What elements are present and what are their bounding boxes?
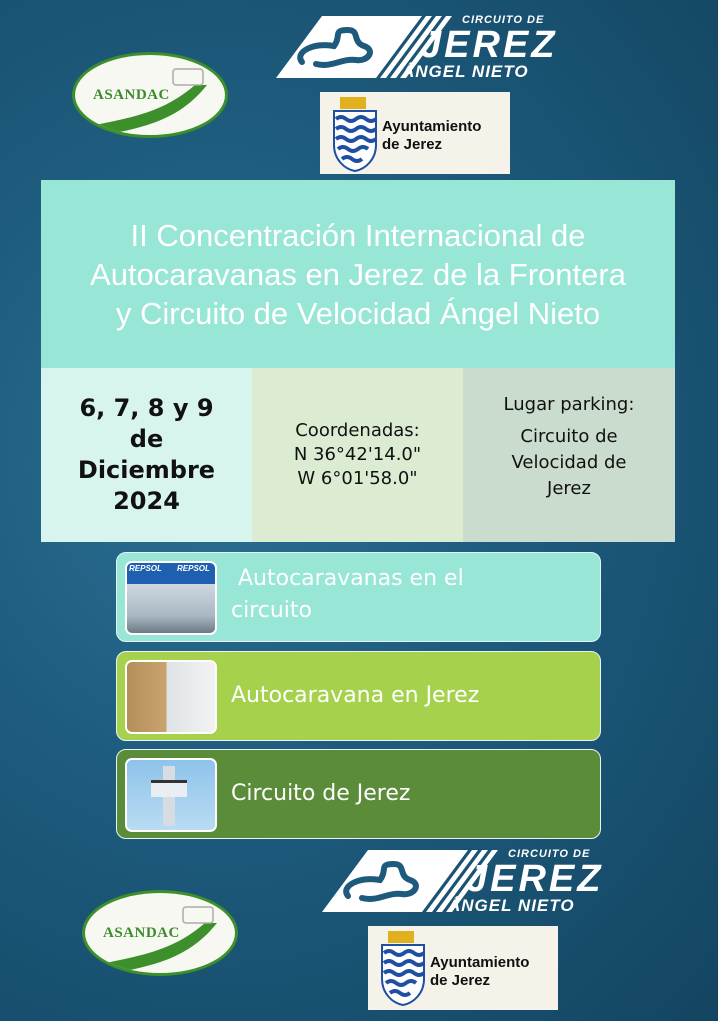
circuit-paddock-thumbnail <box>125 561 217 635</box>
asandac-logo-bottom <box>82 890 238 976</box>
circuit-logo-bottom-text-bottom: ÁNGEL NIETO <box>448 896 575 915</box>
autocaravana-jerez-button[interactable] <box>116 651 601 741</box>
date-line-2: de <box>129 425 164 453</box>
title-line-2: Autocaravanas en Jerez de la Frontera <box>90 256 626 292</box>
parking-line-2: Velocidad de <box>511 452 627 473</box>
parking-label: Lugar parking: <box>503 394 635 415</box>
asandac-logo <box>72 52 228 138</box>
title-line-1: II Concentración Internacional de <box>130 217 586 253</box>
repsol-text-1: REPSOL <box>129 564 162 573</box>
date-line-4: 2024 <box>113 487 180 515</box>
event-coordinates <box>252 368 463 542</box>
event-title <box>41 180 675 368</box>
jerez-shield-icon <box>330 95 380 173</box>
parking-line-1: Circuito de <box>520 426 618 447</box>
button-1-line-2: circuito <box>231 598 313 623</box>
circuit-logo-top-text-bottom: CIRCUITO DE <box>508 848 591 860</box>
coords-north: N 36°42'14.0" <box>293 444 422 465</box>
circuit-logo-big-text-bottom: JEREZ <box>466 858 604 900</box>
ayto-line1-bottom: Ayuntamiento <box>430 954 530 971</box>
circuit-jerez-logo <box>272 12 582 84</box>
ayuntamiento-jerez-logo <box>320 92 510 174</box>
circuit-jerez-logo-bottom <box>318 846 628 918</box>
asandac-word-bottom: ASANDAC <box>103 925 180 941</box>
ayuntamiento-jerez-logo-bottom <box>368 926 558 1010</box>
circuit-logo-top-text: CIRCUITO DE <box>462 14 545 26</box>
ayto-line2-bottom: de Jerez <box>430 972 491 989</box>
circuit-tower-thumbnail <box>125 758 217 832</box>
event-parking <box>463 368 675 542</box>
ayto-line1: Ayuntamiento <box>382 118 482 135</box>
jerez-cathedral-thumbnail <box>125 660 217 734</box>
event-dates <box>41 368 252 542</box>
jerez-shield-icon-bottom <box>378 929 428 1007</box>
repsol-text-2: REPSOL <box>177 564 210 573</box>
circuit-logo-bottom-text: ÁNGEL NIETO <box>402 62 529 81</box>
date-line-1: 6, 7, 8 y 9 <box>79 394 214 422</box>
ayto-line2: de Jerez <box>382 136 443 153</box>
date-line-3: Diciembre <box>77 456 216 484</box>
button-3-label: Circuito de Jerez <box>231 781 411 806</box>
circuito-jerez-button[interactable] <box>116 749 601 839</box>
coords-label: Coordenadas: <box>295 420 420 441</box>
title-line-3: y Circuito de Velocidad Ángel Nieto <box>115 295 601 331</box>
coords-west: W 6°01'58.0" <box>297 468 418 489</box>
button-2-label: Autocaravana en Jerez <box>231 683 480 708</box>
circuit-logo-big-text: JEREZ <box>420 24 558 66</box>
parking-line-3: Jerez <box>547 478 591 499</box>
autocaravanas-circuito-button[interactable] <box>116 552 601 642</box>
asandac-word: ASANDAC <box>93 87 170 103</box>
button-1-line-1: Autocaravanas en el <box>231 566 464 591</box>
